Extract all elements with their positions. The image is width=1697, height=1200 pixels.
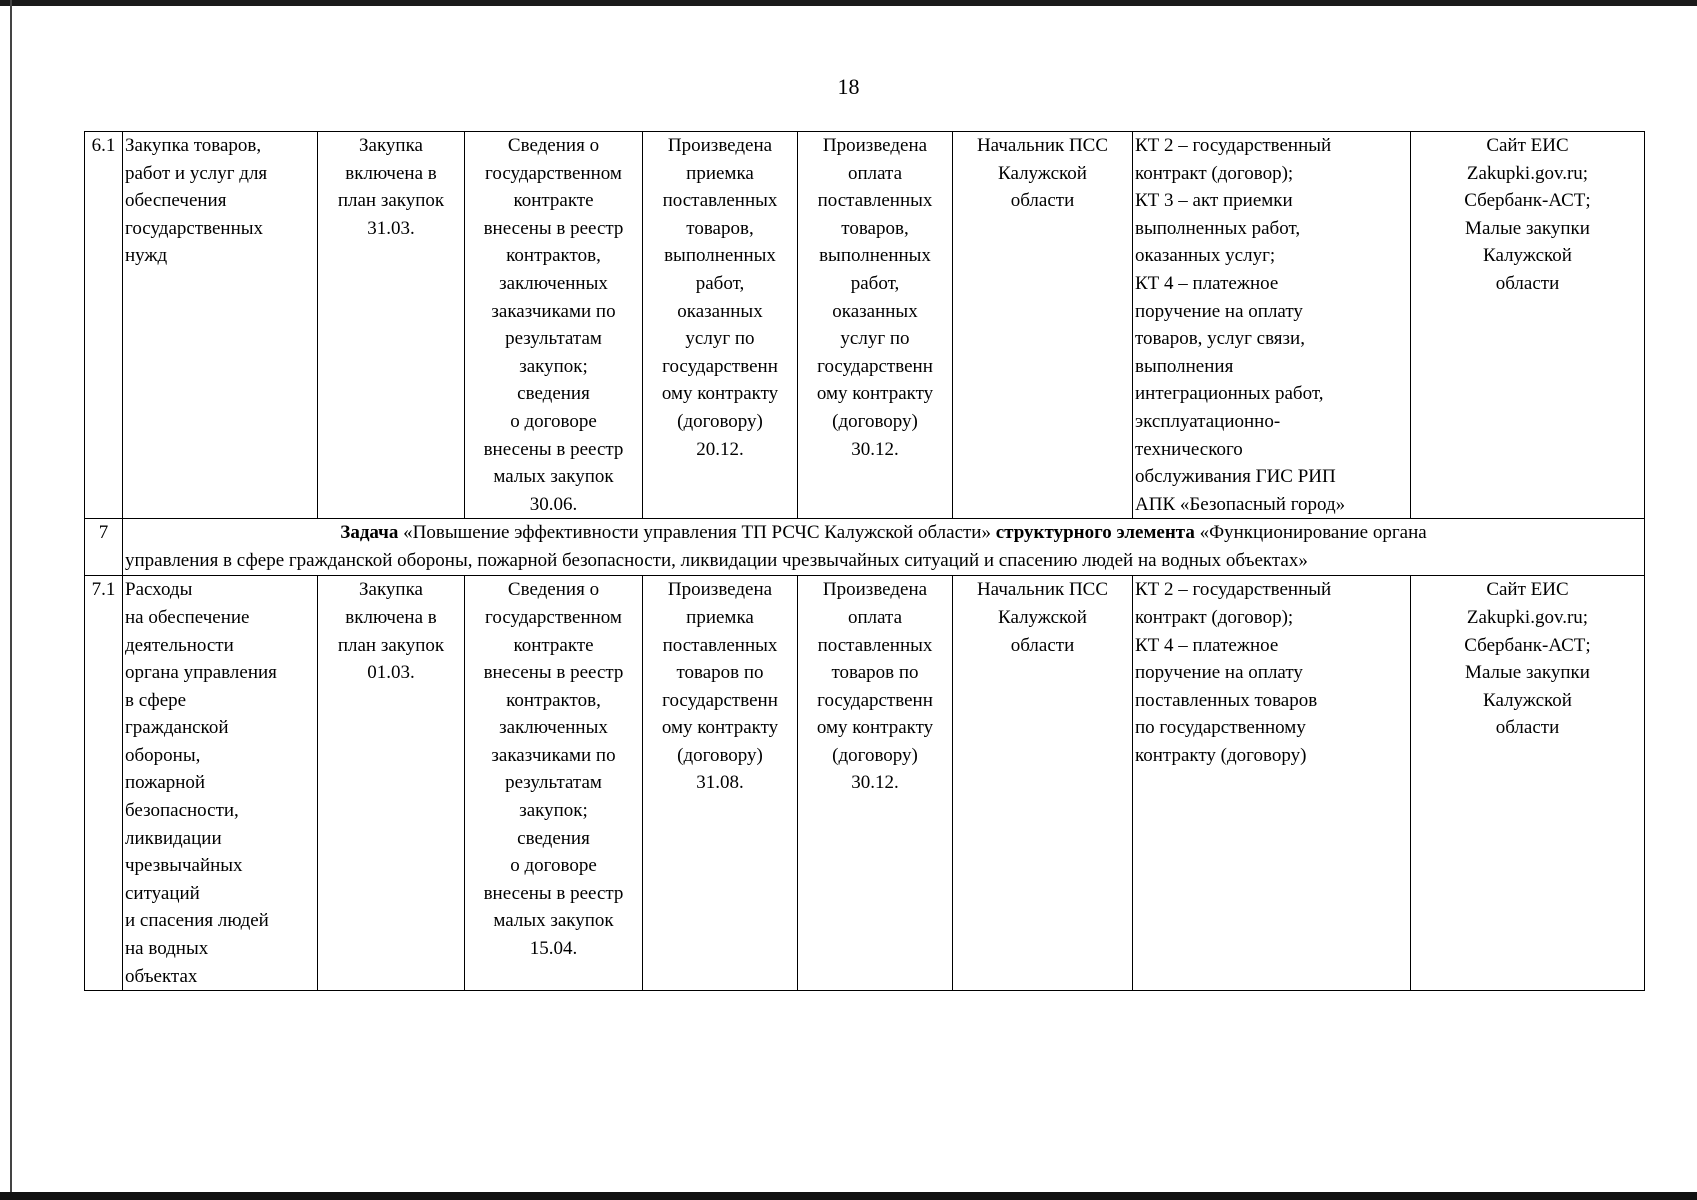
cell-line: государственном: [485, 606, 622, 628]
cell-line: поставленных товаров: [1135, 689, 1318, 711]
cell-line: план закупок: [337, 634, 445, 656]
cell-line: Произведена: [822, 135, 928, 156]
cell-line: (договору): [832, 744, 918, 766]
cell-line: нужд: [125, 245, 168, 267]
task-title: «Повышение эффективности управления ТП РСЧС Калужской области»: [403, 522, 991, 544]
cell-line: оказанных услуг;: [1135, 245, 1276, 267]
responsible-cell: [953, 132, 1133, 519]
cell-line: гражданской: [125, 717, 229, 739]
cell-line: поручение на оплату: [1135, 662, 1303, 684]
cell-line: государственн: [662, 689, 778, 711]
cell-line: области: [1495, 717, 1560, 739]
cell-line: заключенных: [499, 717, 608, 739]
structural-element-title-cont: управления в сфере гражданской обороны, пожарной безопасности, ликвидации чрезвычайных ситуаций и спасению людей на водных объектах»: [125, 550, 1308, 572]
cell-line: контрактов,: [506, 245, 601, 267]
cell-line: работ и услуг для: [125, 162, 268, 184]
cell-line: малых закупок: [493, 466, 614, 488]
cell-line: Произведена: [667, 579, 773, 601]
cell-line: поставленных: [817, 190, 933, 212]
row-number: 6.1: [85, 132, 123, 519]
cell-line: области: [1495, 272, 1560, 294]
cell-line: Закупка: [359, 135, 423, 156]
info-source-cell: [1411, 132, 1645, 519]
cell-line: контракте: [513, 190, 594, 212]
cell-line: обслуживания ГИС РИП: [1135, 466, 1336, 488]
cell-line: Zakupki.gov.ru;: [1466, 162, 1589, 184]
cell-line: оплата: [847, 606, 903, 628]
contract-registry-cell: [465, 576, 643, 991]
plan-inclusion-cell: [318, 132, 465, 519]
page-number: 18: [837, 74, 860, 99]
cell-line: КТ 2 – государственный: [1135, 579, 1332, 601]
cell-line: работ,: [850, 272, 900, 294]
cell-line: чрезвычайных: [125, 855, 243, 877]
cell-line: поставленных: [817, 634, 933, 656]
cell-line: 30.12.: [851, 772, 899, 794]
info-source-cell: [1411, 576, 1645, 991]
cell-line: заказчиками по: [491, 744, 616, 766]
cell-line: объектах: [125, 965, 198, 987]
cell-line: (договору): [677, 744, 763, 766]
checkpoints-cell: [1133, 576, 1411, 991]
cell-line: Закупка товаров,: [125, 135, 262, 156]
cell-line: Сбербанк-АСТ;: [1464, 634, 1591, 656]
cell-line: работ,: [695, 272, 745, 294]
payment-cell: [798, 132, 953, 519]
cell-line: КТ 4 – платежное: [1135, 272, 1279, 294]
structural-element-label: структурного элемента: [995, 522, 1195, 544]
cell-line: сведения: [517, 827, 590, 849]
cell-line: государственных: [125, 217, 264, 239]
cell-line: 31.08.: [696, 772, 744, 794]
cell-line: закупок;: [519, 355, 588, 377]
cell-line: Сайт ЕИС: [1486, 579, 1569, 601]
cell-line: товаров по: [676, 662, 764, 684]
cell-line: выполненных: [664, 245, 776, 267]
cell-line: области: [1010, 634, 1075, 656]
plan-inclusion-cell: [318, 576, 465, 991]
cell-line: Закупка: [359, 579, 423, 601]
cell-line: товаров,: [686, 217, 754, 239]
cell-line: внесены в реестр: [483, 882, 624, 904]
cell-line: Калужской: [1483, 689, 1572, 711]
row-number: 7.1: [85, 576, 123, 991]
cell-line: области: [1010, 190, 1075, 212]
cell-line: поставленных: [662, 634, 778, 656]
cell-line: на обеспечение: [125, 606, 250, 628]
cell-line: Начальник ПСС: [976, 135, 1109, 156]
cell-line: внесены в реестр: [483, 217, 624, 239]
cell-line: результатам: [505, 328, 602, 350]
cell-line: малых закупок: [493, 910, 614, 932]
cell-line: Сбербанк-АСТ;: [1464, 190, 1591, 212]
cell-line: Сведения о: [507, 579, 600, 601]
cell-line: на водных: [125, 938, 209, 960]
cell-line: результатам: [505, 772, 602, 794]
cell-line: технического: [1135, 438, 1243, 460]
scan-edge-top: [0, 0, 1697, 6]
table-row-6-1: [85, 132, 1645, 519]
cell-line: Сведения о: [507, 135, 600, 156]
structural-element-title: «Функционирование органа: [1199, 522, 1427, 544]
cell-line: Малые закупки: [1465, 662, 1590, 684]
task-label: Задача: [340, 522, 399, 544]
cell-line: 20.12.: [696, 438, 744, 460]
cell-line: ликвидации: [125, 827, 222, 849]
cell-line: и спасения людей: [125, 910, 269, 932]
acceptance-cell: [643, 132, 798, 519]
cell-line: ому контракту: [816, 383, 934, 405]
cell-line: КТ 3 – акт приемки: [1135, 190, 1293, 212]
table-row-7-1: [85, 576, 1645, 991]
measure-name-cell: [123, 132, 318, 519]
cell-line: пожарной: [125, 772, 206, 794]
cell-line: в сфере: [125, 689, 187, 711]
cell-line: внесены в реестр: [483, 662, 624, 684]
cell-line: Произведена: [667, 135, 773, 156]
cell-line: государственном: [485, 162, 622, 184]
cell-line: закупок;: [519, 800, 588, 822]
cell-line: государственн: [662, 355, 778, 377]
cell-line: государственн: [817, 689, 933, 711]
cell-line: по государственному: [1135, 717, 1306, 739]
cell-line: приемка: [686, 162, 754, 184]
cell-line: услуг по: [685, 328, 755, 350]
payment-cell: [798, 576, 953, 991]
cell-line: поручение на оплату: [1135, 300, 1303, 322]
cell-line: Расходы: [125, 579, 193, 601]
cell-line: деятельности: [125, 634, 234, 656]
cell-line: о договоре: [510, 855, 597, 877]
cell-line: эксплуатационно-: [1135, 410, 1281, 432]
cell-line: включена в: [345, 162, 437, 184]
cell-line: Произведена: [822, 579, 928, 601]
cell-line: ому контракту: [661, 717, 779, 739]
cell-line: Калужской: [1483, 245, 1572, 267]
cell-line: ому контракту: [661, 383, 779, 405]
cell-line: контрактов,: [506, 689, 601, 711]
cell-line: 31.03.: [367, 217, 415, 239]
cell-line: оплата: [847, 162, 903, 184]
cell-line: ситуаций: [125, 882, 200, 904]
cell-line: Калужской: [998, 162, 1087, 184]
checkpoints-cell: [1133, 132, 1411, 519]
cell-line: заключенных: [499, 272, 608, 294]
cell-line: КТ 4 – платежное: [1135, 634, 1279, 656]
contract-registry-cell: [465, 132, 643, 519]
acceptance-cell: [643, 576, 798, 991]
cell-line: безопасности,: [125, 800, 239, 822]
cell-line: 15.04.: [529, 938, 578, 960]
cell-line: контракте: [513, 634, 594, 656]
cell-line: внесены в реестр: [483, 438, 624, 460]
cell-line: Малые закупки: [1465, 217, 1590, 239]
cell-line: обеспечения: [125, 190, 227, 212]
scan-edge-left: [10, 0, 12, 1200]
cell-line: поставленных: [662, 190, 778, 212]
cell-line: план закупок: [337, 190, 445, 212]
cell-line: контракту (договору): [1135, 744, 1307, 766]
cell-line: Сайт ЕИС: [1486, 135, 1569, 156]
cell-line: включена в: [345, 606, 437, 628]
cell-line: о договоре: [510, 410, 597, 432]
task-number: 7: [85, 519, 123, 576]
cell-line: контракт (договор);: [1135, 606, 1294, 628]
cell-line: АПК «Безопасный город»: [1135, 493, 1346, 515]
scan-edge-bottom: [0, 1192, 1697, 1200]
cell-line: приемка: [686, 606, 754, 628]
cell-line: Начальник ПСС: [976, 579, 1109, 601]
cell-line: Zakupki.gov.ru;: [1466, 606, 1589, 628]
cell-line: Калужской: [998, 606, 1087, 628]
measure-name-cell: [123, 576, 318, 991]
cell-line: заказчиками по: [491, 300, 616, 322]
cell-line: 30.12.: [851, 438, 899, 460]
cell-line: обороны,: [125, 744, 201, 766]
cell-line: контракт (договор);: [1135, 162, 1294, 184]
cell-line: оказанных: [832, 300, 918, 322]
cell-line: товаров по: [831, 662, 919, 684]
cell-line: услуг по: [840, 328, 910, 350]
cell-line: (договору): [677, 410, 763, 432]
cell-line: органа управления: [125, 662, 277, 684]
cell-line: ому контракту: [816, 717, 934, 739]
cell-line: выполнения: [1135, 355, 1234, 377]
cell-line: товаров,: [841, 217, 909, 239]
responsible-cell: [953, 576, 1133, 991]
cell-line: интеграционных работ,: [1135, 383, 1324, 405]
cell-line: 30.06.: [529, 493, 578, 515]
cell-line: КТ 2 – государственный: [1135, 135, 1332, 156]
cell-line: государственн: [817, 355, 933, 377]
cell-line: 01.03.: [367, 662, 415, 684]
cell-line: выполненных: [819, 245, 931, 267]
procurement-plan-table: [84, 131, 1645, 991]
cell-line: товаров, услуг связи,: [1135, 328, 1305, 350]
task-description: [123, 519, 1645, 576]
cell-line: сведения: [517, 383, 590, 405]
cell-line: выполненных работ,: [1135, 217, 1301, 239]
cell-line: (договору): [832, 410, 918, 432]
task-row-7: [85, 519, 1645, 576]
cell-line: оказанных: [677, 300, 763, 322]
